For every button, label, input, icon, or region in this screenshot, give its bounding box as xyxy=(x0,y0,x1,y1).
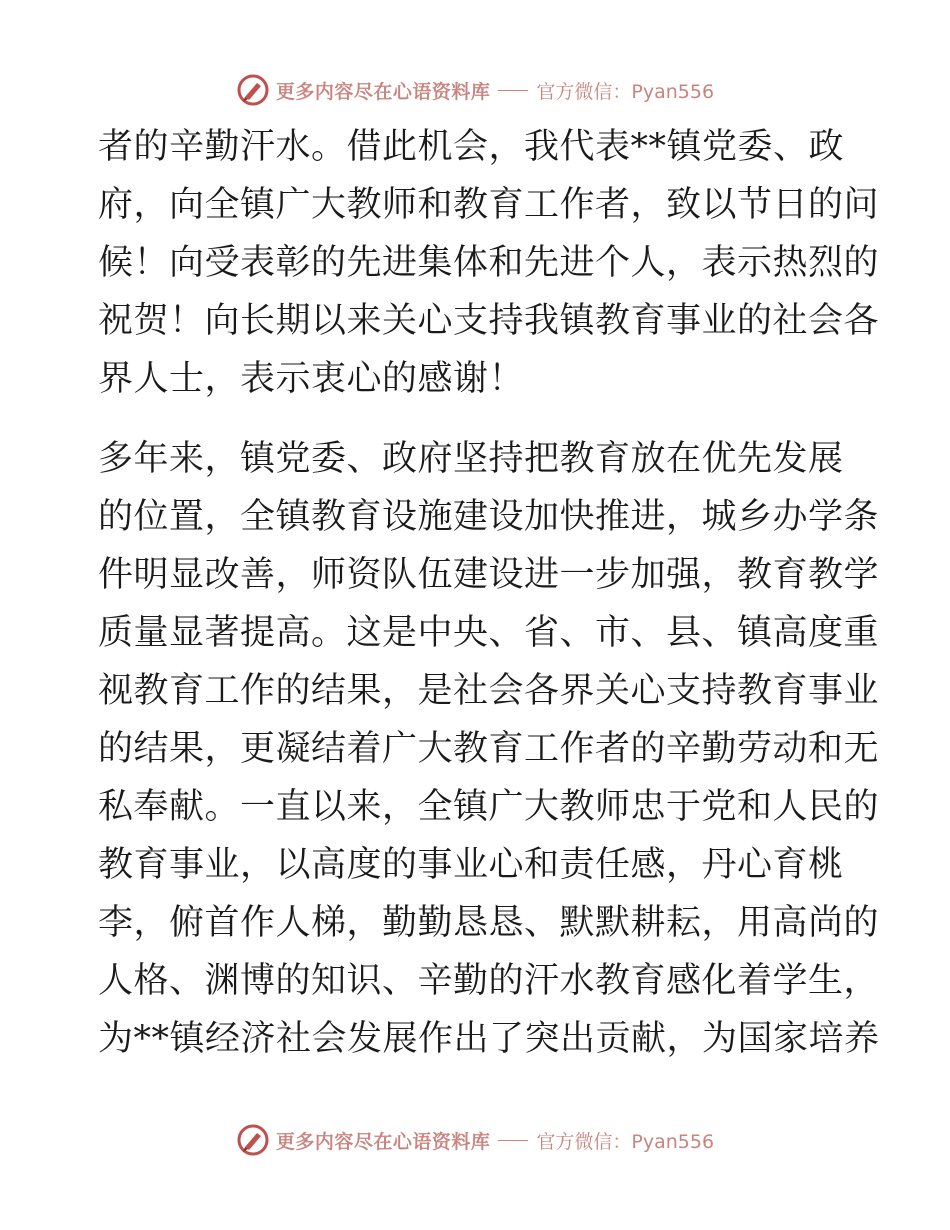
header-separator xyxy=(498,90,528,91)
header-banner-text: 更多内容尽在心语资料库 xyxy=(275,80,491,103)
paragraph-1 xyxy=(98,118,880,408)
header-contact: 官方微信：Pyan556 xyxy=(536,80,715,103)
text-line: 教育事业，以高度的事业心和责任感，丹心育桃 xyxy=(98,845,844,885)
text-line: 的位置，全镇教育设施建设加快推进，城乡办学条 xyxy=(98,497,880,537)
logo-pen-icon xyxy=(236,1123,270,1157)
text-line: 者的辛勤汗水。借此机会，我代表**镇党委、政 xyxy=(98,127,845,167)
footer-banner-text: 更多内容尽在心语资料库 xyxy=(275,1130,491,1153)
header-banner xyxy=(0,72,950,108)
text-line: 李，俯首作人梯，勤勤恳恳、默默耕耘，用高尚的 xyxy=(98,903,880,943)
document-body xyxy=(98,118,880,1068)
text-line: 私奉献。一直以来，全镇广大教师忠于党和人民的 xyxy=(98,787,880,827)
text-line: 候！向受表彰的先进集体和先进个人，表示热烈的 xyxy=(98,243,880,283)
text-line: 界人士，表示衷心的感谢！ xyxy=(98,359,525,399)
text-line: 件明显改善，师资队伍建设进一步加强，教育教学 xyxy=(98,555,880,595)
text-line: 视教育工作的结果，是社会各界关心支持教育事业 xyxy=(98,671,880,711)
text-line: 人格、渊博的知识、辛勤的汗水教育感化着学生， xyxy=(98,961,880,1001)
text-line: 祝贺！向长期以来关心支持我镇教育事业的社会各 xyxy=(98,301,880,341)
footer-contact: 官方微信：Pyan556 xyxy=(536,1130,715,1153)
text-line: 质量显著提高。这是中央、省、市、县、镇高度重 xyxy=(98,613,880,653)
paragraph-gap xyxy=(98,408,858,430)
text-line: 多年来，镇党委、政府坚持把教育放在优先发展 xyxy=(98,439,844,479)
footer-banner xyxy=(0,1122,950,1158)
text-line: 府，向全镇广大教师和教育工作者，致以节日的问 xyxy=(98,185,880,225)
text-line: 为**镇经济社会发展作出了突出贡献，为国家培养 xyxy=(98,1019,880,1059)
footer-separator xyxy=(498,1140,528,1141)
paragraph-2 xyxy=(98,430,880,1068)
text-line: 的结果，更凝结着广大教育工作者的辛勤劳动和无 xyxy=(98,729,880,769)
logo-pen-icon xyxy=(236,73,270,107)
